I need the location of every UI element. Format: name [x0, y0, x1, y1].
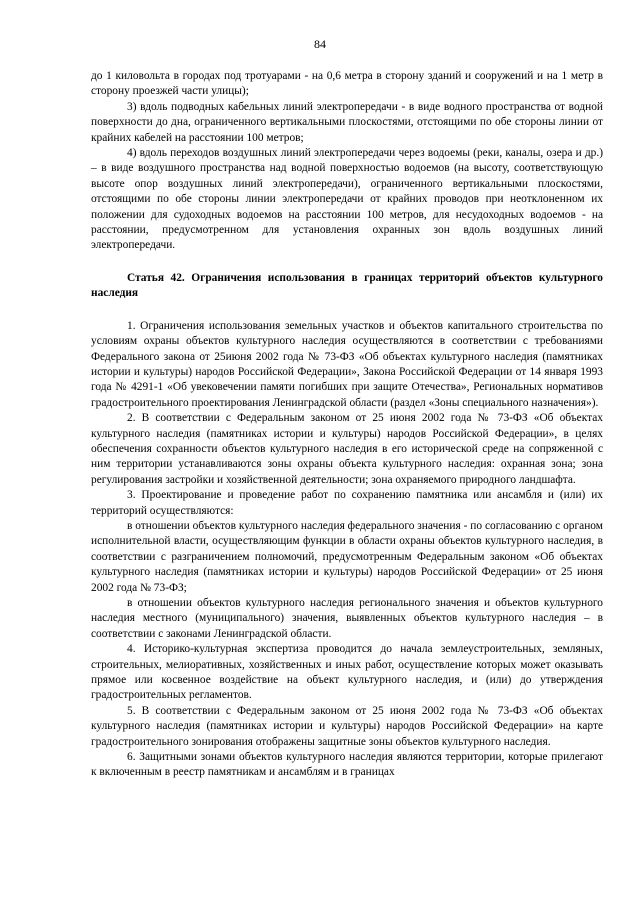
paragraph-clause-4: 4. Историко-культурная экспертиза проводится до начала землеустроительных, земляных, строительных, мелиоративных, хозяйственных и иных работ, осуществление которых может оказывать прямое или косвенное воздействие на объект культурного наследия, и (или) до утверждения градостроительных регламентов. — [91, 643, 603, 702]
paragraph-clause-3-regional: в отношении объектов культурного наследия регионального значения и объектов культурного наследия местного (муниципального) значения, выявленных объектов культурного наследия – в соответствии с законами Ленинградской области. — [91, 597, 603, 640]
paragraph-clause-3-federal: в отношении объектов культурного наследия федерального значения - по согласованию с органом исполнительной власти, осуществляющим функции в области охраны объектов культурного наследия, в соответствии с разграничением полномочий, предусмотренным Федеральным законом «Об объектах культурного наследия (памятниках истории и культуры) народов Российской Федерации» от 25 июня 2002 года № 73-ФЗ; — [91, 519, 603, 594]
article-heading: Статья 42. Ограничения использования в границах территорий объектов культурного наследия — [91, 271, 603, 300]
paragraph-clause-3: 3. Проектирование и проведение работ по сохранению памятника или ансамбля и (или) их территорий осуществляются: — [91, 489, 603, 517]
paragraph-item-4: 4) вдоль переходов воздушных линий электропередачи через водоемы (реки, каналы, озера и др.) – в виде воздушного пространства над водной поверхностью водоемов (на высоту, соответствующую высоте опор воздушных линий электропередачи), ограниченного вертикальными плоскостями, отстоящими по обе стороны линии электропередачи от крайних проводов при неотклоненном их положении для судоходных водоемов на расстоянии 100 метров, для несудоходных водоемов - на расстоянии, предусмотренном для установления охранных зон вдоль воздушных линий электропередачи. — [91, 147, 603, 252]
paragraph-continuation: до 1 киловольта в городах под тротуарами - на 0,6 метра в сторону зданий и сооружений и на 1 метр в сторону проезжей части улицы); — [91, 70, 603, 98]
body-text — [91, 69, 603, 781]
page-number: 84 — [314, 37, 326, 51]
paragraph-item-3: 3) вдоль подводных кабельных линий электропередачи - в виде водного пространства от водной поверхности до дна, ограниченного вертикальными плоскостями, отстоящими по обе стороны линии от крайних кабелей на расстоянии 100 метров; — [91, 100, 603, 144]
paragraph-clause-1: 1. Ограничения использования земельных участков и объектов капитального строительства по условиям охраны объектов культурного наследия осуществляются в соответствии с требованиями Федерального закона от 25июня 2002 года № 73-ФЗ «Об объектах культурного наследия (памятниках истории и культуры) народов Российской Федерации», Закона Российской Федерации от 14 января 1993 года № 4291-1 «Об увековечении памяти погибших при защите Отечества», Региональных нормативов градостроительного проектирования Ленинградской области (раздел «Зоны специального назначения»). — [91, 319, 603, 409]
paragraph-clause-2: 2. В соответствии с Федеральным законом от 25 июня 2002 года № 73-ФЗ «Об объектах культурного наследия (памятниках истории и культуры) народов Российской Федерации», в целях обеспечения сохранности объектов культурного наследия в его исторической среде на сопряженной с ним территории устанавливаются зоны охраны объекта культурного наследия: охранная зона; зона регулирования застройки и хозяйственной деятельности; зона охраняемого природного ландшафта. — [91, 412, 603, 486]
paragraph-clause-6: 6. Защитными зонами объектов культурного наследия являются территории, которые прилегают к включенным в реестр памятникам и ансамблям и в границах — [91, 751, 603, 779]
paragraph-clause-5: 5. В соответствии с Федеральным законом от 25 июня 2002 года № 73-ФЗ «Об объектах культурного наследия (памятниках истории и культуры) народов Российской Федерации» на карте градостроительного зонирования отображены защитные зоны объектов культурного наследия. — [91, 704, 603, 748]
